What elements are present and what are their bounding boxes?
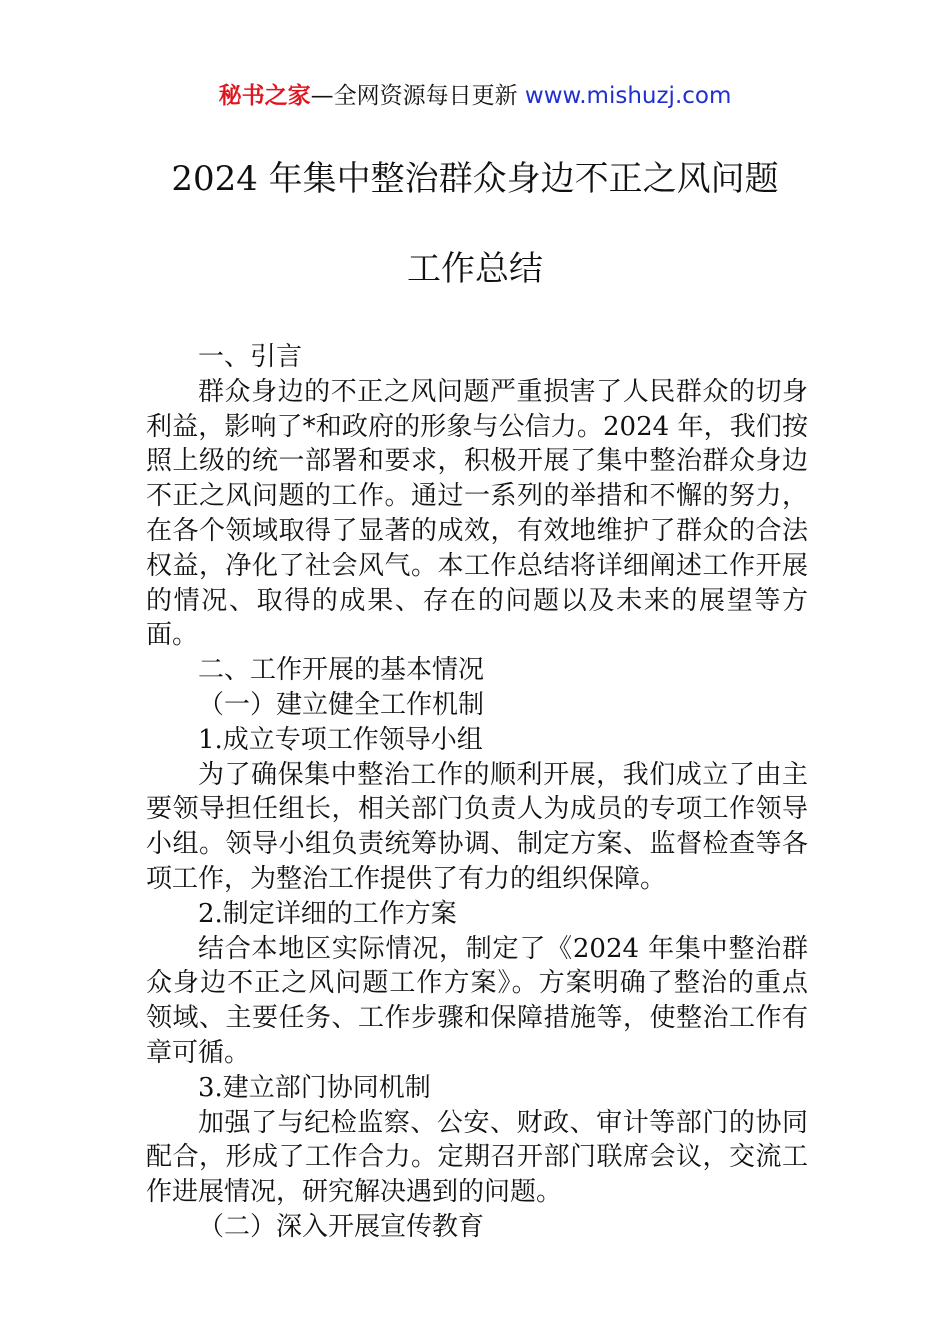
subsection-heading-publicity: （二）深入开展宣传教育	[198, 1211, 485, 1242]
item-heading-work-plan: 2.制定详细的工作方案	[198, 898, 457, 929]
document-title-line-2: 工作总结	[407, 249, 543, 289]
paragraph-introduction: 群众身边的不正之风问题严重损害了人民群众的切身利益，影响了*和政府的形象与公信力。2024 年，我们按照上级的统一部署和要求，积极开展了集中整治群众身边不正之风问题的工作。通过一系列的举措和不懈的努力，在各个领域取得了显著的成效，有效地维护了群众的合法权益，净化了社会风气。本工作总结将详细阐述工作开展的情况、取得的成果、存在的问题以及未来的展望等方面。	[146, 376, 808, 651]
item-heading-leading-group: 1.成立专项工作领导小组	[198, 724, 483, 755]
site-header	[0, 78, 950, 114]
document-title-line-1: 2024 年集中整治群众身边不正之风问题	[171, 159, 779, 199]
paragraph-leading-group: 为了确保集中整治工作的顺利开展，我们成立了由主要领导担任组长，相关部门负责人为成员的专项工作领导小组。领导小组负责统筹协调、制定方案、监督检查等各项工作，为整治工作提供了有力的组织保障。	[146, 759, 808, 894]
section-heading-basic-situation: 二、工作开展的基本情况	[198, 655, 485, 686]
item-heading-coordination: 3.建立部门协同机制	[198, 1072, 431, 1103]
site-url-link[interactable]: www.mishuzj.com	[524, 83, 732, 109]
subsection-heading-mechanism: （一）建立健全工作机制	[198, 689, 485, 720]
paragraph-coordination: 加强了与纪检监察、公安、财政、审计等部门的协同配合，形成了工作合力。定期召开部门联席会议，交流工作进展情况，研究解决遇到的问题。	[146, 1107, 808, 1208]
site-tagline: —全网资源每日更新	[310, 83, 518, 109]
site-brand: 秘书之家	[218, 83, 311, 109]
document-body	[146, 340, 808, 1245]
paragraph-work-plan: 结合本地区实际情况，制定了《2024 年集中整治群众身边不正之风问题工作方案》。方案明确了整治的重点领域、主要任务、工作步骤和保障措施等，使整治工作有章可循。	[146, 933, 808, 1068]
section-heading-introduction: 一、引言	[198, 342, 303, 372]
